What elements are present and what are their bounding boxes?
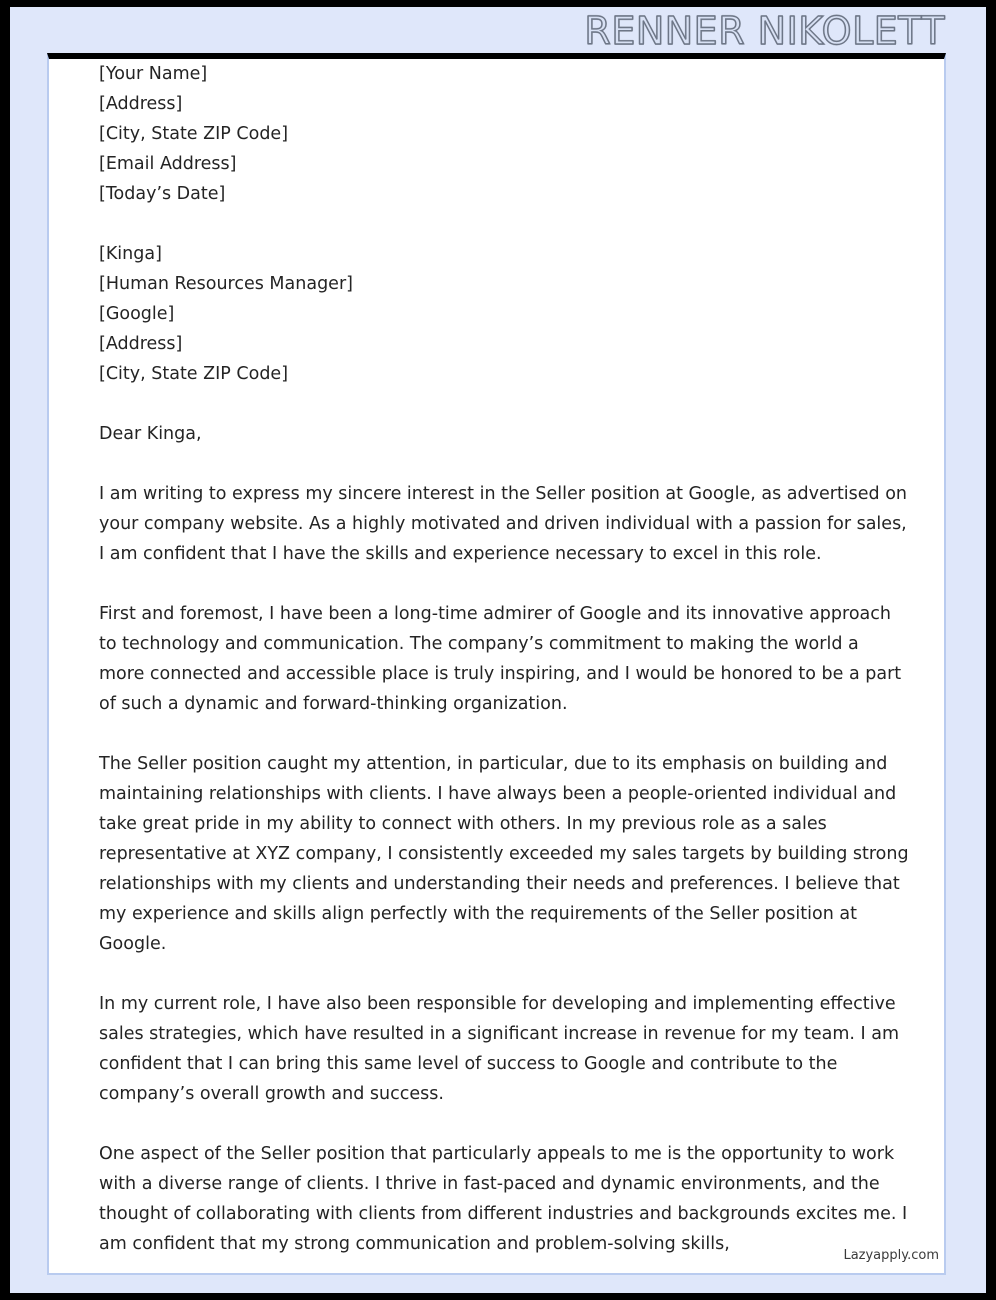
sender-line: [Your Name]	[99, 64, 208, 84]
recipient-line: [City, State ZIP Code]	[99, 364, 289, 384]
sender-line: [Address]	[99, 94, 183, 114]
letter-paragraph: One aspect of the Seller position that particularly appeals to me is the opportunity to work with a diverse range of clients. I thrive in fast-paced and dynamic environments, and the thought of collaborating with clients from different industries and backgrounds excites me. I am confident that my strong communication and problem-solving skills,	[99, 1144, 908, 1254]
sender-line: [Today’s Date]	[99, 184, 226, 204]
letter-paragraph: The Seller position caught my attention, in particular, due to its emphasis on building and maintaining relationships with clients. I have always been a people-oriented individual and take great pride in my ability to connect with others. In my previous role as a sales representative at XYZ company, I consistently exceeded my sales targets by building strong relationships with my clients and understanding their needs and preferences. I believe that my experience and skills align perfectly with the requirements of the Seller position at Google.	[99, 754, 909, 954]
sender-line: [Email Address]	[99, 154, 237, 174]
recipient-address-block	[99, 239, 909, 389]
letter-paragraph: First and foremost, I have been a long-time admirer of Google and its innovative approach to technology and communication. The company’s commitment to making the world a more connected and accessible place is truly inspiring, and I would be honored to be a part of such a dynamic and forward-thinking organization.	[99, 604, 902, 714]
recipient-line: [Human Resources Manager]	[99, 274, 353, 294]
recipient-line: [Google]	[99, 304, 175, 324]
cover-letter-body	[99, 59, 909, 1259]
salutation: Dear Kinga,	[99, 424, 202, 444]
document-header	[10, 7, 986, 53]
recipient-line: [Kinga]	[99, 244, 162, 264]
recipient-line: [Address]	[99, 334, 183, 354]
letter-paragraph: I am writing to express my sincere interest in the Seller position at Google, as advertised on your company website. As a highly motivated and driven individual with a passion for sales, I am confident that I have the skills and experience necessary to excel in this role.	[99, 484, 908, 564]
page-title: RENNER NIKOLETT	[584, 9, 945, 53]
document-canvas	[10, 7, 986, 1293]
sender-address-block	[99, 59, 909, 209]
watermark-label: Lazyapply.com	[843, 1248, 939, 1263]
sender-line: [City, State ZIP Code]	[99, 124, 289, 144]
letter-paragraph: In my current role, I have also been responsible for developing and implementing effective sales strategies, which have resulted in a significant increase in revenue for my team. I am confident that I can bring this same level of success to Google and contribute to the company’s overall growth and success.	[99, 994, 900, 1104]
